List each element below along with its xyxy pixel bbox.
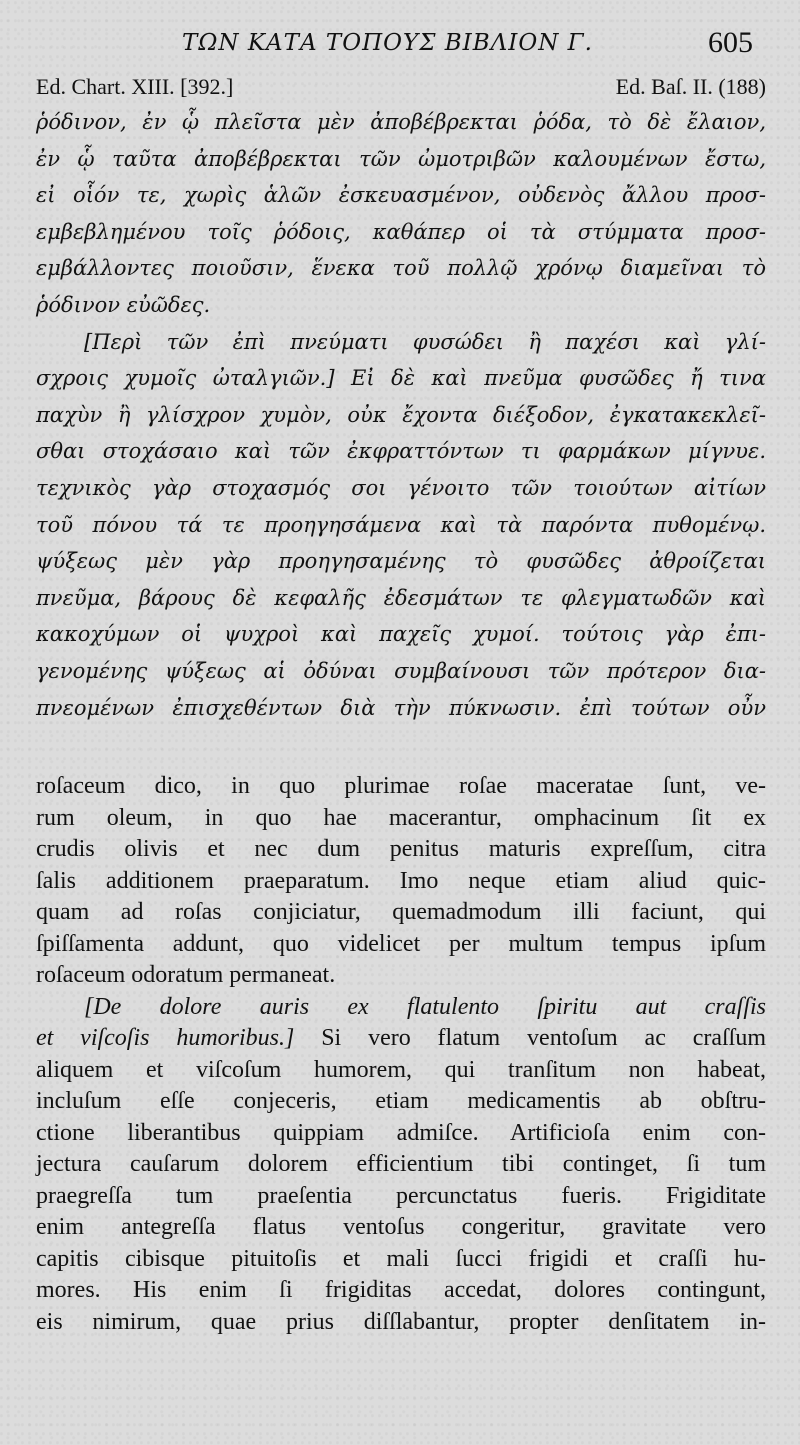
greek-line: παχὺν ἢ γλίσχρον χυμὸν, οὐκ ἔχοντα διέξοδον, ἐγκατακεκλεῖ- xyxy=(36,402,766,427)
greek-line: εμβάλλοντες ποιοῦσιν, ἕνεκα τοῦ πολλῷ χρόνῳ διαμεῖναι τὸ xyxy=(36,256,766,281)
latin-line: praegreſſa tum praeſentia percunctatus fueris. Frigiditate xyxy=(36,1182,766,1209)
greek-section-heading-line: [Περὶ τῶν ἐπὶ πνεύματι φυσώδει ἢ παχέσι καὶ γλί- xyxy=(84,329,766,354)
latin-line: ſalis additionem praeparatum. Imo neque etiam aliud quic- xyxy=(36,867,766,894)
latin-line: enim antegreſſa flatus ventoſus congeritur, gravitate vero xyxy=(36,1214,766,1240)
page-number: 605 xyxy=(708,26,753,59)
greek-line: τοῦ πόνου τά τε προηγησάμενα καὶ τὰ παρόντα πυθομένῳ. xyxy=(36,512,766,537)
greek-line: ἐν ᾧ ταῦτα ἀποβέβρεκται τῶν ὠμοτριβῶν καλουμένων ἔστω, xyxy=(36,146,766,171)
latin-line: aliquem et viſcoſum humorem, qui tranſitum non habeat, xyxy=(36,1056,766,1083)
greek-line: σχροις χυμοῖς ὠταλγιῶν.] Εἰ δὲ καὶ πνεῦμα φυσῶδες ἤ τινα xyxy=(36,366,766,391)
latin-line: incluſum eſſe conjeceris, etiam medicamentis ab obſtru- xyxy=(36,1088,766,1114)
latin-line: rum oleum, in quo hae macerantur, omphacinum ſit ex xyxy=(36,804,766,831)
greek-line: πνεῦμα, βάρους δὲ κεφαλῆς ἐδεσμάτων τε φλεγματωδῶν καὶ xyxy=(36,585,766,610)
greek-line: πνεομένων ἐπισχεθέντων διὰ τὴν πύκνωσιν. ἐπὶ τούτων οὖν xyxy=(36,695,766,720)
latin-section-heading: [De dolore auris ex flatulento ſpiritu aut craſſis xyxy=(84,993,766,1020)
greek-line: εἰ οἷόν τε, χωρὶς ἁλῶν ἐσκευασμένον, οὐδενὸς ἄλλου προσ- xyxy=(36,183,766,208)
latin-line: mores. His enim ſi frigiditas accedat, dolores contingunt, xyxy=(36,1277,766,1303)
greek-line: κακοχύμων οἱ ψυχροὶ καὶ παχεῖς χυμοί. τούτοις γὰρ ἐπι- xyxy=(36,622,766,647)
edition-basel-ref: Ed. Baſ. II. (188) xyxy=(615,74,766,99)
latin-line: capitis cibisque pituitoſis et mali ſucci frigidi et craſſi hu- xyxy=(36,1245,766,1272)
greek-line: γενομένης ψύξεως αἱ ὀδύναι συμβαίνουσι τῶν πρότερον δια- xyxy=(36,658,766,683)
greek-line: ῥόδινον εὐῶδες. xyxy=(36,292,211,317)
latin-line: jectura cauſarum dolorem efficientium tibi continget, ſi tum xyxy=(36,1151,766,1177)
running-head xyxy=(0,28,800,62)
latin-text-block xyxy=(36,771,766,1338)
latin-line: ctione liberantibus quippiam admiſce. Artificioſa enim con- xyxy=(36,1119,766,1146)
greek-line: ῥόδινον, ἐν ᾧ πλεῖστα μὲν ἀποβέβρεκται ῥόδα, τὸ δὲ ἔλαιον, xyxy=(36,110,766,134)
latin-line: roſaceum odoratum permaneat. xyxy=(36,962,336,988)
latin-line: ſpiſſamenta addunt, quo videlicet per multum tempus ipſum xyxy=(36,930,766,957)
greek-text-block xyxy=(36,104,766,726)
running-title: ΤΩΝ ΚΑΤΑ ΤΟΠΟΥΣ ΒΙΒΛΙΟΝ Γ. xyxy=(182,30,593,56)
greek-line: ψύξεως μὲν γὰρ προηγησαμένης τὸ φυσῶδες ἀθροίζεται xyxy=(36,549,766,574)
edition-chartier-ref: Ed. Chart. XIII. [392.] xyxy=(36,74,234,99)
latin-section-heading-end: et viſcoſis humoribus.] xyxy=(36,1025,295,1051)
greek-line: εμβεβλημένου τοῖς ῥόδοις, καθάπερ οἱ τὰ στύμματα προσ- xyxy=(36,219,766,244)
latin-line: eis nimirum, quae prius diſſlabantur, propter denſitatem in- xyxy=(36,1308,766,1335)
edition-reference-line xyxy=(36,74,766,102)
latin-line: crudis olivis et nec dum penitus maturis expreſſum, citra xyxy=(36,836,766,862)
latin-heading-line xyxy=(36,1023,766,1055)
greek-line: σθαι στοχάσαιο καὶ τῶν ἐκφραττόντων τι φαρμάκων μίγνυε. xyxy=(36,439,766,464)
latin-line: quam ad roſas conjiciatur, quemadmodum illi faciunt, qui xyxy=(36,899,766,925)
latin-line: roſaceum dico, in quo plurimae roſae maceratae ſunt, ve- xyxy=(36,773,766,799)
latin-heading-continuation: Si vero flatum ventoſum ac craſſum xyxy=(294,1025,767,1051)
greek-line: τεχνικὸς γὰρ στοχασμός σοι γένοιτο τῶν τοιούτων αἰτίων xyxy=(36,475,766,500)
